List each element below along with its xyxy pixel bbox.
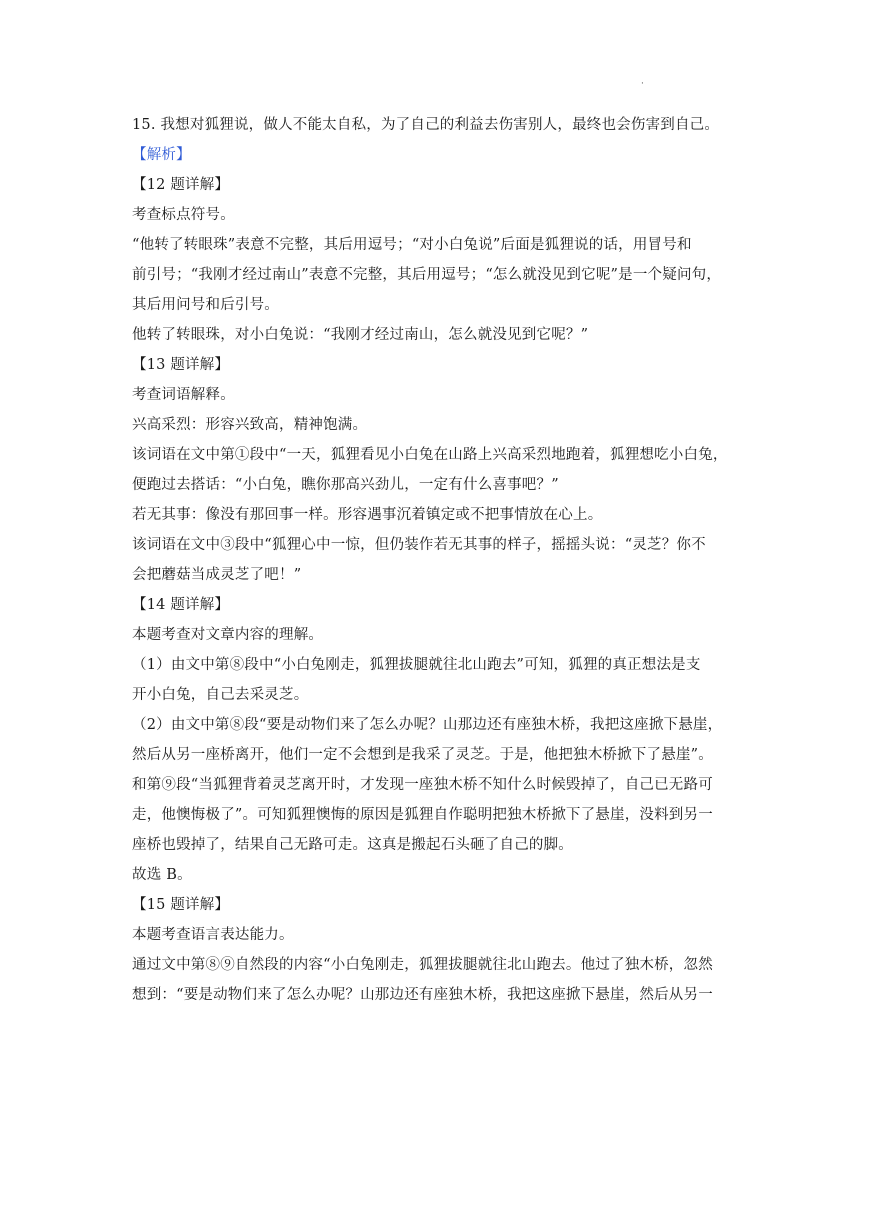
q14-line-9: 故选 B。 [132,867,192,883]
q13-line-5: 若无其事：像没有那回事一样。形容遇事沉着镇定或不把事情放在心上。 [132,507,603,523]
q15-line-2: 通过文中第⑧⑨自然段的内容“小白兔刚走，狐狸拔腿就往北山跑去。他过了独木桥，忽然 [132,957,713,973]
q14-line-1: 本题考查对文章内容的理解。 [132,627,324,643]
answer-15: 15. 我想对狐狸说，做人不能太自私，为了自己的利益去伤害别人，最终也会伤害到自己。 [132,117,720,133]
q14-line-7: 走，他懊悔极了”。可知狐狸懊悔的原因是狐狸自作聪明把独木桥掀下了悬崖，没料到另一 [132,807,713,823]
q13-line-1: 考查词语解释。 [132,387,235,403]
q15-heading: 【15 题详解】 [132,897,230,913]
q13-line-6: 该词语在文中③段中“狐狸心中一惊，但仍装作若无其事的样子，摇摇头说：“灵芝？你不 [132,537,706,553]
q15-line-3: 想到：“要是动物们来了怎么办呢？山那边还有座独木桥，我把这座掀下悬崖，然后从另一 [132,987,713,1003]
q13-heading: 【13 题详解】 [132,357,230,373]
header-mark: · [641,79,644,89]
q14-line-2: （1）由文中第⑧段中“小白兔刚走，狐狸拔腿就往北山跑去”可知，狐狸的真正想法是支 [132,657,701,673]
q13-line-3: 该词语在文中第①段中“一天，狐狸看见小白兔在山路上兴高采烈地跑着，狐狸想吃小白兔， [132,447,728,463]
q12-line-5: 他转了转眼珠，对小白兔说：“我刚才经过南山，怎么就没见到它呢？” [132,327,589,343]
q13-line-2: 兴高采烈：形容兴致高，精神饱满。 [132,417,368,433]
q14-line-6: 和第⑨段“当狐狸背着灵芝离开时，才发现一座独木桥不知什么时候毁掉了，自己已无路可 [132,777,713,793]
q12-line-3: 前引号；“我刚才经过南山”表意不完整，其后用逗号；“怎么就没见到它呢”是一个疑问句， [132,267,722,283]
q13-line-7: 会把蘑菇当成灵芝了吧！” [132,567,302,583]
analysis-label: 【解析】 [132,147,191,163]
q13-line-4: 便跑过去搭话：“小白兔，瞧你那高兴劲儿，一定有什么喜事吧？” [132,477,559,493]
q14-line-3: 开小白兔，自己去采灵芝。 [132,687,309,703]
q12-heading: 【12 题详解】 [132,177,230,193]
q14-line-4: （2）由文中第⑧段“要是动物们来了怎么办呢？山那边还有座独木桥，我把这座掀下悬崖， [132,717,723,733]
q14-line-8: 座桥也毁掉了，结果自己无路可走。这真是搬起石头砸了自己的脚。 [132,837,573,853]
q14-line-5: 然后从另一座桥离开，他们一定不会想到是我采了灵芝。于是，他把独木桥掀下了悬崖”。 [132,747,713,763]
document-body [132,110,740,1010]
q12-line-4: 其后用问号和后引号。 [132,297,279,313]
q14-heading: 【14 题详解】 [132,597,230,613]
q15-line-1: 本题考查语言表达能力。 [132,927,294,943]
q12-line-1: 考查标点符号。 [132,207,235,223]
q12-line-2: “他转了转眼珠”表意不完整，其后用逗号；“对小白兔说”后面是狐狸说的话，用冒号和 [132,237,692,253]
